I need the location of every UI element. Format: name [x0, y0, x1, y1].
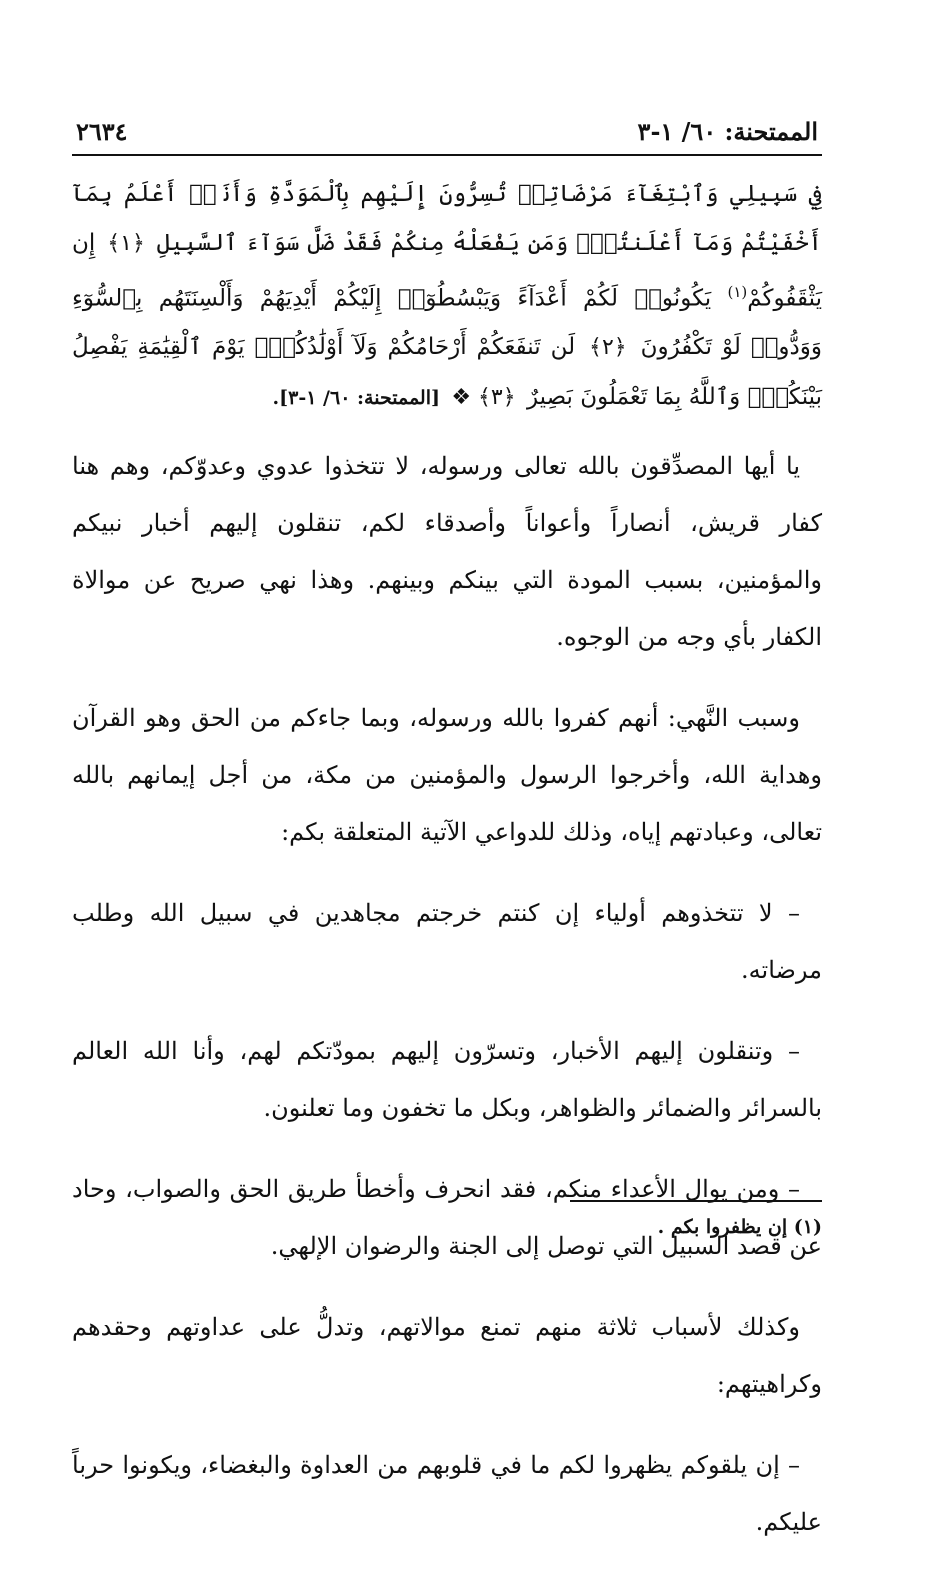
- document-page: [72, 112, 822, 1575]
- surah-reference: الممتحنة: ٦٠/ ١-٣: [637, 117, 818, 146]
- verse-text-1: فِي سَبِيلِي وَٱبْتِغَآءَ مَرْضَاتِيۚ تُسِرُّونَ إِلَيْهِم بِٱلْمَوَدَّةِ وَأَنَا۠ أَعْلَمُ بِمَآ أَخْفَيْتُمْ وَمَآ أَعْلَنتُمْۚ وَمَن يَفْعَلْهُ مِنكُمْ فَقَدْ ضَلَّ سَوَآءَ ٱلسَّبِيلِ: [72, 181, 823, 256]
- paragraph-1: يا أيها المصدِّقون بالله تعالى ورسوله، لا تتخذوا عدوي وعدوّكم، وهم هنا كفار قريش، أنصاراً وأعواناً وأصدقاء لكم، تنقلون إليهم أخبار نبيكم والمؤمنين، بسبب المودة التي بينكم وبينهم. وهذا نهي صريح عن موالاة الكفار بأي وجه من الوجوه.: [72, 452, 822, 652]
- paragraph-5: – ومن يوال الأعداء منكم، فقد انحرف وأخطأ طريق الحق والصواب، وحاد عن قصد السبيل التي توصل إلى الجنة والرضوان الإلهي.: [72, 1175, 822, 1261]
- paragraph-3: – لا تتخذوهم أولياء إن كنتم خرجتم مجاهدين في سبيل الله وطلب مرضاته.: [72, 899, 822, 985]
- verse-text-2: إِن يَثْقَفُوكُمْ: [72, 229, 822, 312]
- footnote-rule: [570, 1200, 822, 1202]
- verse-text-3: يَكُونُوا۟ لَكُمْ أَعْدَآءً وَيَبْسُطُوٓا۟ إِلَيْكُمْ أَيْدِيَهُمْ وَأَلْسِنَتَهُم بِٱلسُّوٓءِ وَوَدُّوا۟ لَوْ تَكْفُرُونَ: [72, 285, 822, 361]
- paragraph-7: – إن يلقوكم يظهروا لكم ما في قلوبهم من العداوة والبغضاء، ويكونوا حرباً عليكم.: [72, 1451, 822, 1537]
- paragraph-2: وسبب النَّهي: أنهم كفروا بالله ورسوله، وبما جاءكم من الحق وهو القرآن وهداية الله، وأخرجوا الرسول والمؤمنين من مكة، من أجل إيمانهم بالله تعالى، وعبادتهم إياه، وذلك للدواعي الآتية المتعلقة بكم:: [72, 704, 822, 847]
- verse-number-mark-1: ﴿١﴾: [107, 230, 145, 256]
- verse-number-mark-3: ﴿٣﴾ ❖: [451, 384, 516, 410]
- running-header: [72, 112, 822, 152]
- paragraph-4: – وتنقلون إليهم الأخبار، وتسرّون إليهم بمودّتكم لهم، وأنا الله العالم بالسرائر والضمائر والظواهر، وبكل ما تخفون وما تعلنون.: [72, 1037, 822, 1123]
- quran-verse-block: [72, 170, 822, 422]
- footnote-reference: (١): [727, 283, 748, 301]
- verse-number-mark-2: ﴿٢﴾: [589, 335, 627, 361]
- verse-text-4: لَن تَنفَعَكُمْ أَرْحَامُكُمْ وَلَآ أَوْلَٰدُكُمْۚ يَوْمَ ٱلْقِيَٰمَةِ يَفْصِلُ بَيْنَكُمْۚ وَٱللَّهُ بِمَا تَعْمَلُونَ بَصِيرٌ: [72, 334, 822, 410]
- page-number: ٢٦٣٤: [76, 117, 128, 146]
- footnote: (١) إن يظفروا بكم .: [657, 1216, 822, 1238]
- header-rule: [72, 154, 822, 156]
- paragraph-6: وكذلك لأسباب ثلاثة منهم تمنع موالاتهم، وتدلُّ على عداوتهم وحقدهم وكراهيتهم:: [72, 1313, 822, 1399]
- verse-citation: [الممتحنة: ٦٠/ ١-٣].: [272, 386, 440, 409]
